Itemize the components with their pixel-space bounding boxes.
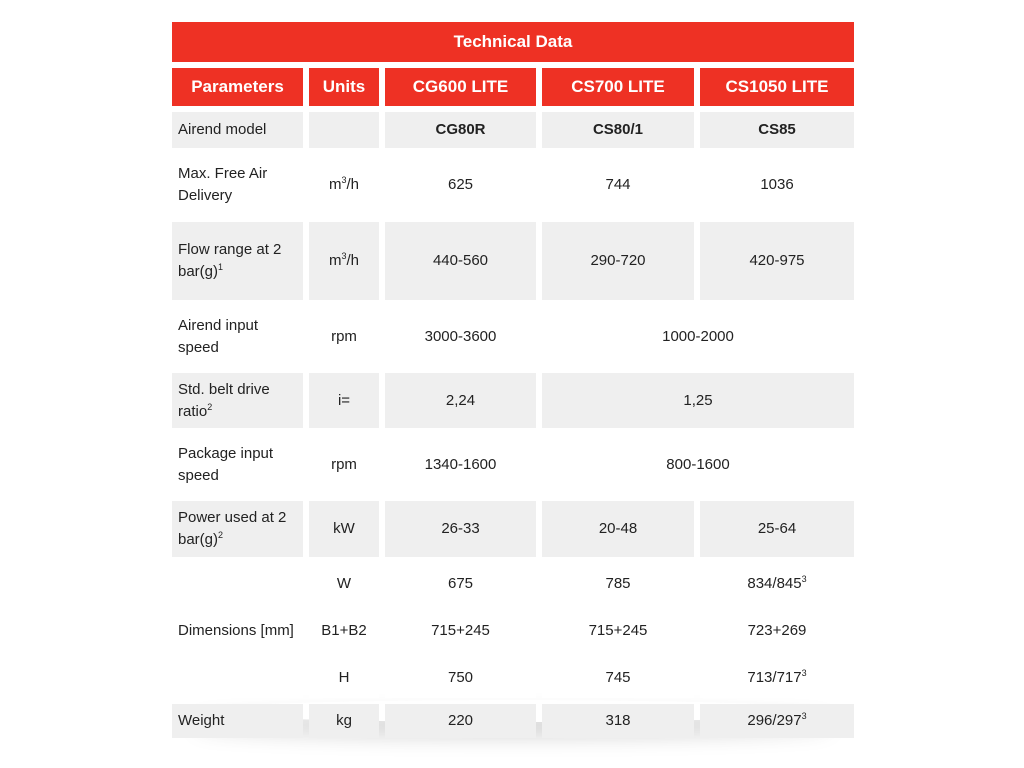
value-cs1050: $713/717^3$ bbox=[700, 657, 854, 698]
header-cs1050: CS1050 LITE bbox=[700, 68, 854, 106]
label-airend-speed: Airend input speed bbox=[172, 306, 303, 367]
value-cs700: 290-720 bbox=[542, 222, 694, 300]
value-cs1050: 25-64 bbox=[700, 501, 854, 557]
unit-width: W bbox=[309, 563, 379, 604]
label-weight: Weight bbox=[172, 704, 303, 738]
value-cg600: 440-560 bbox=[385, 222, 536, 300]
unit-weight: kg bbox=[309, 704, 379, 738]
value-cg600: 3000-3600 bbox=[385, 306, 536, 367]
value-cs1050: CS85 bbox=[700, 112, 854, 148]
label-package-speed: Package input speed bbox=[172, 434, 303, 495]
unit-power: kW bbox=[309, 501, 379, 557]
value-cg600: 625 bbox=[385, 154, 536, 216]
value-cs700: 744 bbox=[542, 154, 694, 216]
unit-airend-model bbox=[309, 112, 379, 148]
row-power bbox=[172, 501, 854, 557]
value-cs1050: $834/845^3$ bbox=[700, 563, 854, 604]
value-cg600: 675 bbox=[385, 563, 536, 604]
value-cs700-cs1050: 800-1600 bbox=[542, 434, 854, 495]
value-cg600: 750 bbox=[385, 657, 536, 698]
technical-data-table bbox=[172, 22, 854, 744]
value-cs1050: 420-975 bbox=[700, 222, 854, 300]
table-title: Technical Data bbox=[172, 22, 854, 62]
value-cs700: 785 bbox=[542, 563, 694, 604]
value-cg600: 2,24 bbox=[385, 373, 536, 428]
value-cg600: 715+245 bbox=[385, 610, 536, 651]
row-belt-ratio bbox=[172, 373, 854, 428]
unit-base: B1+B2 bbox=[309, 610, 379, 651]
label-airend-model: Airend model bbox=[172, 112, 303, 148]
header-cs700: CS700 LITE bbox=[542, 68, 694, 106]
row-flow-range bbox=[172, 222, 854, 300]
value-cg600: 1340-1600 bbox=[385, 434, 536, 495]
row-free-air-delivery bbox=[172, 154, 854, 216]
header-row bbox=[172, 68, 854, 106]
value-cg600: CG80R bbox=[385, 112, 536, 148]
value-cs700-cs1050: 1000-2000 bbox=[542, 306, 854, 367]
row-airend-speed bbox=[172, 306, 854, 367]
unit-flow-range: $m^3/h$ bbox=[309, 222, 379, 300]
unit-belt-ratio: i= bbox=[309, 373, 379, 428]
value-cs1050: $296/297^3$ bbox=[700, 704, 854, 738]
label-dimensions: Dimensions [mm] bbox=[172, 563, 303, 698]
value-cs700: 715+245 bbox=[542, 610, 694, 651]
spec-table bbox=[166, 62, 860, 744]
label-flow-range: Flow range at 2 $bar(g)^1$ bbox=[172, 222, 303, 300]
value-cg600: 26-33 bbox=[385, 501, 536, 557]
header-parameters: Parameters bbox=[172, 68, 303, 106]
value-cs700: 20-48 bbox=[542, 501, 694, 557]
unit-height: H bbox=[309, 657, 379, 698]
value-cs700: 318 bbox=[542, 704, 694, 738]
value-cs700-cs1050: 1,25 bbox=[542, 373, 854, 428]
label-belt-ratio: Std. belt drive ratio$^2$ bbox=[172, 373, 303, 428]
value-cs700: 745 bbox=[542, 657, 694, 698]
row-airend-model bbox=[172, 112, 854, 148]
value-cs700: CS80/1 bbox=[542, 112, 694, 148]
header-cg600: CG600 LITE bbox=[385, 68, 536, 106]
unit-package-speed: rpm bbox=[309, 434, 379, 495]
unit-airend-speed: rpm bbox=[309, 306, 379, 367]
row-package-speed bbox=[172, 434, 854, 495]
row-dimensions-w bbox=[172, 563, 854, 604]
value-cg600: 220 bbox=[385, 704, 536, 738]
header-units: Units bbox=[309, 68, 379, 106]
unit-free-air-delivery: $m^3/h$ bbox=[309, 154, 379, 216]
value-cs1050: 1036 bbox=[700, 154, 854, 216]
label-free-air-delivery: Max. Free Air Delivery bbox=[172, 154, 303, 216]
row-weight bbox=[172, 704, 854, 738]
value-cs1050: 723+269 bbox=[700, 610, 854, 651]
label-power: Power used at 2 $bar(g)^2$ bbox=[172, 501, 303, 557]
